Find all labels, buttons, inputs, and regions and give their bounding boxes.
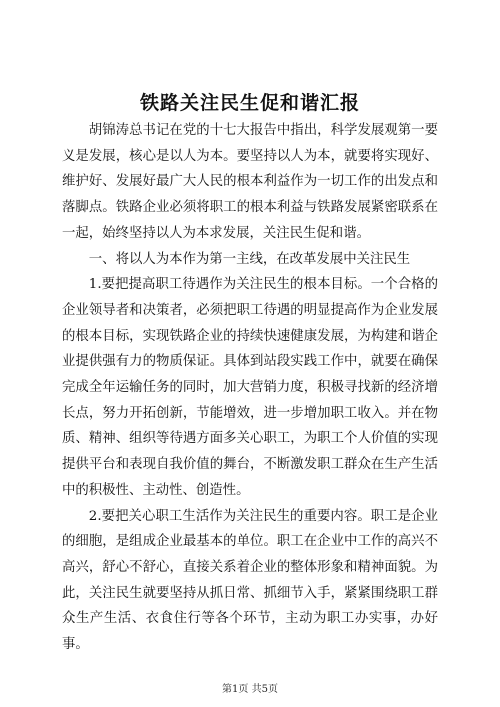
document-body — [62, 118, 438, 658]
paragraph-point-1: 1.要把提高职工待遇作为关注民生的根本目标。一个合格的企业领导者和决策者，必须把职工待遇的明显提高作为企业发展的根本目标，实现铁路企业的持续快速健康发展，为构建和谐企业提供强有力的物质保证。具体到站段实践工作中，就要在确保完成全年运输任务的同时，加大营销力度，积极寻找新的经济增长点，努力开拓创新，节能增效，进一步增加职工收入。并在物质、精神、组织等待遇方面多关心职工，为职工个人价值的实现提供平台和表现自我价值的舞台，不断激发职工群众在生产生活中的积极性、主动性、创造性。 — [62, 277, 438, 498]
document-title: 铁路关注民生促和谐汇报 — [139, 92, 360, 114]
paragraph-point-2: 2.要把关心职工生活作为关注民生的重要内容。职工是企业的细胞，是组成企业最基本的单位。职工在企业中工作的高兴不高兴，舒心不舒心，直接关系着企业的整体形象和精神面貌。为此，关注民生就要坚持从抓日常、抓细节入手，紧紧围绕职工群众生产生活、衣食住行等各个环节，主动为职工办实事，办好事。 — [62, 508, 438, 653]
paragraph-intro: 胡锦涛总书记在党的十七大报告中指出，科学发展观第一要义是发展，核心是以人为本。要坚持以人为本，就要将实现好、维护好、发展好最广大人民的根本利益作为一切工作的出发点和落脚点。铁路企业必须将职工的根本利益与铁路发展紧密联系在一起，始终坚持以人为本求发展，关注民生促和谐。 — [62, 123, 438, 241]
page-number-footer: 第1页 共5页 — [222, 684, 278, 695]
section-heading-1: 一、将以人为本作为第一主线，在改革发展中关注民生 — [88, 251, 411, 267]
